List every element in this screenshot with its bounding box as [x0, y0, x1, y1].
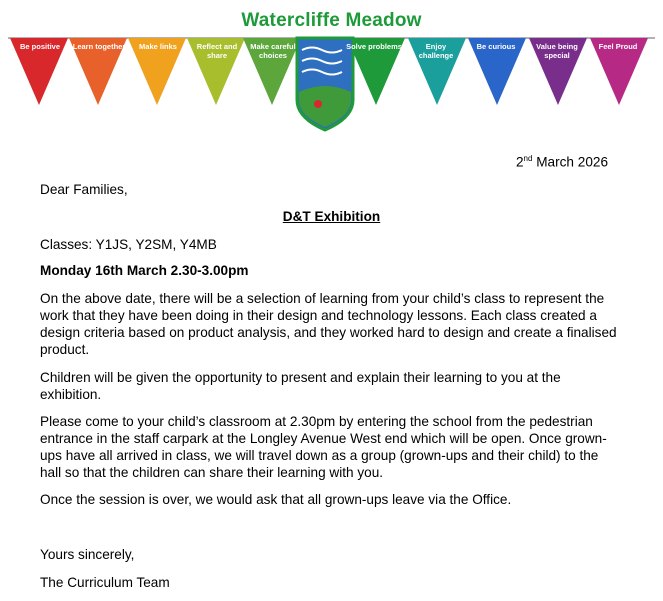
paragraph-2: Children will be given the opportunity to present and explain their learning to you at the exhibition.	[40, 370, 561, 402]
flag-label-7: Enjoy challenge	[418, 42, 454, 60]
event-time: Monday 16th March 2.30-3.00pm	[40, 263, 249, 278]
signature: The Curriculum Team	[40, 575, 170, 590]
classes-line: Classes: Y1JS, Y2SM, Y4MB	[40, 237, 217, 252]
flag-label-6: Solve problems	[346, 42, 402, 51]
letter-title: D&T Exhibition	[282, 209, 381, 224]
flag-label-10: Feel Proud	[598, 42, 638, 51]
flag-label-3: Make links	[139, 42, 177, 51]
school-name: Watercliffe Meadow	[241, 10, 422, 31]
flag-label-9: Value being special	[536, 42, 578, 60]
flag-label-8: Be curious	[476, 42, 516, 51]
school-banner	[0, 0, 663, 140]
flag-label-4: Reflect and share	[196, 42, 238, 60]
paragraph-1: On the above date, there will be a selection of learning from your child’s class to represent the work that they have been doing in their design and technology lessons. Each class created a design criteria based on product analysis, and they worked hard to design and create a finalised product.	[40, 291, 617, 357]
bunting-flags	[0, 0, 663, 140]
salutation: Dear Families,	[40, 182, 128, 197]
letter-date: 2nd March 2026	[515, 154, 608, 170]
flag-label-5: Make careful choices	[250, 42, 296, 60]
closing: Yours sincerely,	[40, 547, 135, 562]
paragraph-4: Once the session is over, we would ask that all grown-ups leave via the Office.	[40, 492, 512, 507]
flag-label-1: Be positive	[19, 42, 60, 51]
paragraph-3: Please come to your child’s classroom at 2.30pm by entering the school from the pedestrian entrance in the staff carpark at the Longley Avenue West end which will be open. Once grown-ups have all arrived in class, we will travel down as a group (grown-ups and their child) to the hall so that the children can share their learning with you.	[40, 414, 607, 480]
flag-label-2: Learn together	[72, 42, 126, 51]
crest-flower	[314, 100, 322, 108]
